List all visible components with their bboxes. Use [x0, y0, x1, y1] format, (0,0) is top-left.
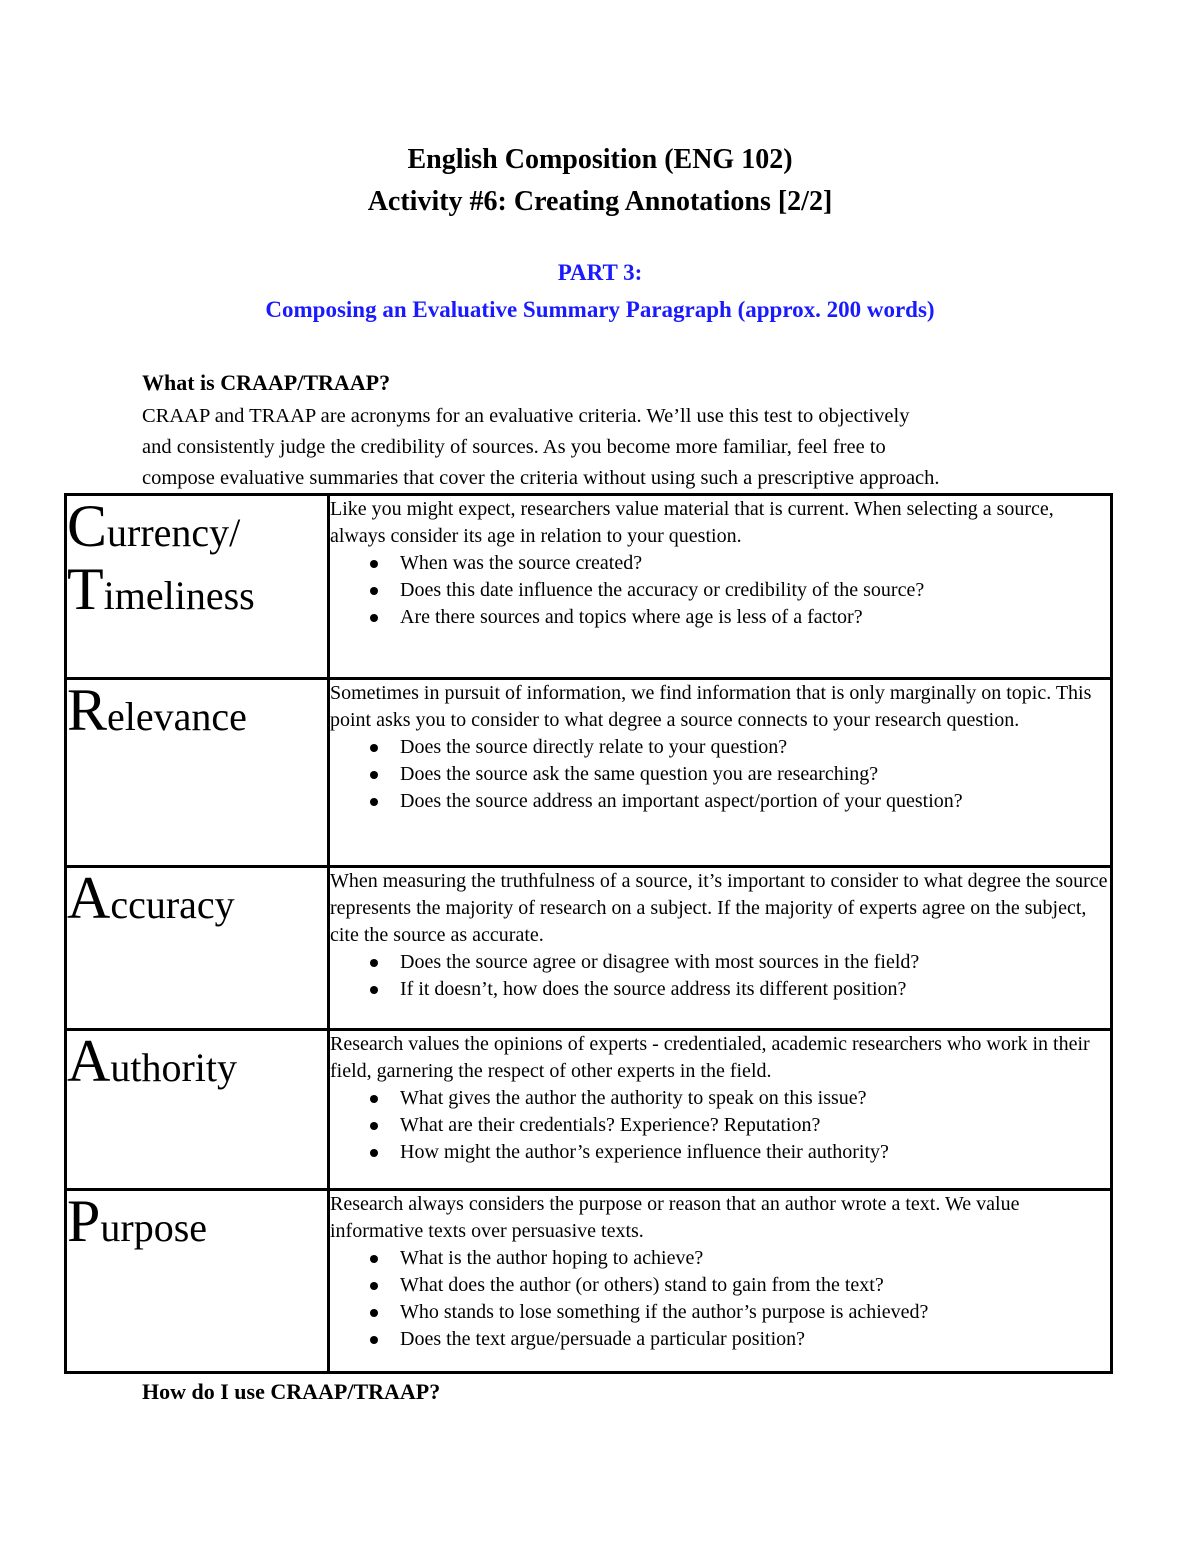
question-list [330, 949, 1110, 1003]
term-initial: P [67, 1188, 101, 1254]
intro-line: CRAAP and TRAAP are acronyms for an evaluative criteria. We’ll use this test to objectively [142, 405, 910, 427]
question-text: Does the source ask the same question you are researching? [400, 763, 879, 785]
question-item [330, 788, 1110, 815]
question-text: What are their credentials? Experience? Reputation? [400, 1114, 821, 1136]
criteria-description: Like you might expect, researchers value material that is current. When selecting a source, always consider its age in relation to your question. [330, 498, 1054, 547]
part-title: Composing an Evaluative Summary Paragraph (approx. 200 words) [265, 297, 935, 322]
question-item [330, 976, 1110, 1003]
question-item [330, 1326, 1110, 1353]
description-cell [329, 679, 1112, 867]
intro-paragraph [142, 401, 1062, 494]
term-cell [66, 495, 329, 679]
bullet-icon [370, 560, 378, 568]
question-item [330, 1139, 1110, 1166]
question-list [330, 734, 1110, 815]
question-text: Does the source directly relate to your question? [400, 736, 788, 758]
term-authority [67, 1028, 327, 1094]
question-item [330, 734, 1110, 761]
question-item [330, 761, 1110, 788]
question-item [330, 1112, 1110, 1139]
bullet-icon [370, 986, 378, 994]
term-cell [66, 679, 329, 867]
craap-table [64, 493, 1113, 1374]
criteria-row-authority [66, 1030, 1112, 1190]
bullet-icon [370, 1309, 378, 1317]
criteria-row-currency [66, 495, 1112, 679]
question-text: What gives the author the authority to speak on this issue? [400, 1087, 867, 1109]
bullet-icon [370, 1122, 378, 1130]
intro-line: and consistently judge the credibility of sources. As you become more familiar, feel free to [142, 436, 886, 458]
term-rest: elevance [107, 694, 247, 739]
bullet-icon [370, 1282, 378, 1290]
term-initial: T [67, 556, 104, 622]
question-item [330, 1085, 1110, 1112]
question-list [330, 1085, 1110, 1166]
term-currency-timeliness [67, 493, 327, 622]
question-item [330, 550, 1110, 577]
question-item [330, 604, 1110, 631]
term-rest: uthority [110, 1045, 238, 1090]
description-cell [329, 867, 1112, 1030]
term-rest: urrency/ [107, 510, 241, 555]
bullet-icon [370, 798, 378, 806]
question-item [330, 1299, 1110, 1326]
question-text: Does the source address an important aspect/portion of your question? [400, 790, 963, 812]
question-text: How might the author’s experience influence their authority? [400, 1141, 889, 1163]
description-cell [329, 495, 1112, 679]
criteria-row-accuracy [66, 867, 1112, 1030]
term-accuracy [67, 865, 327, 931]
question-text: Does the text argue/persuade a particular position? [400, 1328, 806, 1350]
term-rest: imeliness [103, 573, 255, 618]
term-initial: C [67, 493, 108, 559]
activity-title: Activity #6: Creating Annotations [2/2] [367, 186, 833, 217]
criteria-description: Research always considers the purpose or reason that an author wrote a text. We value informative texts over persuasive texts. [330, 1193, 1020, 1242]
term-initial: A [67, 865, 111, 931]
what-is-heading: What is CRAAP/TRAAP? [142, 370, 391, 395]
term-initial: R [67, 677, 108, 743]
bullet-icon [370, 1149, 378, 1157]
criteria-row-relevance [66, 679, 1112, 867]
how-to-use-heading: How do I use CRAAP/TRAAP? [142, 1379, 441, 1404]
question-text: What does the author (or others) stand to gain from the text? [400, 1274, 884, 1296]
question-text: What is the author hoping to achieve? [400, 1247, 704, 1269]
criteria-description: Research values the opinions of experts - credentialed, academic researchers who work in their field, garnering the respect of other experts in the field. [330, 1033, 1090, 1082]
term-rest: ccuracy [110, 882, 235, 927]
bullet-icon [370, 1255, 378, 1263]
question-text: Does this date influence the accuracy or credibility of the source? [400, 579, 925, 601]
question-item [330, 1272, 1110, 1299]
part-label: PART 3: [557, 260, 643, 285]
question-item [330, 1245, 1110, 1272]
term-rest: urpose [100, 1205, 208, 1250]
term-cell [66, 1030, 329, 1190]
question-item [330, 577, 1110, 604]
course-title: English Composition (ENG 102) [407, 144, 793, 175]
term-relevance [67, 677, 327, 743]
bullet-icon [370, 614, 378, 622]
description-cell [329, 1030, 1112, 1190]
question-text: When was the source created? [400, 552, 643, 574]
bullet-icon [370, 959, 378, 967]
question-text: Who stands to lose something if the author’s purpose is achieved? [400, 1301, 929, 1323]
criteria-row-purpose [66, 1190, 1112, 1373]
question-list [330, 1245, 1110, 1353]
term-initial: A [67, 1028, 111, 1094]
bullet-icon [370, 1336, 378, 1344]
description-cell [329, 1190, 1112, 1373]
bullet-icon [370, 771, 378, 779]
bullet-icon [370, 587, 378, 595]
bullet-icon [370, 1095, 378, 1103]
intro-line: compose evaluative summaries that cover the criteria without using such a prescriptive approach. [142, 467, 940, 489]
term-cell [66, 1190, 329, 1373]
question-text: If it doesn’t, how does the source address its different position? [400, 978, 907, 1000]
question-list [330, 550, 1110, 631]
criteria-description: Sometimes in pursuit of information, we find information that is only marginally on topic. This point asks you to consider to what degree a source connects to your research question. [330, 682, 1092, 731]
term-cell [66, 867, 329, 1030]
question-text: Are there sources and topics where age is less of a factor? [400, 606, 863, 628]
bullet-icon [370, 744, 378, 752]
question-text: Does the source agree or disagree with most sources in the field? [400, 951, 920, 973]
question-item [330, 949, 1110, 976]
criteria-description: When measuring the truthfulness of a source, it’s important to consider to what degree the source represents the majority of research on a subject. If the majority of experts agree on the subject, cite the source as accurate. [330, 870, 1108, 946]
term-purpose [67, 1188, 327, 1254]
